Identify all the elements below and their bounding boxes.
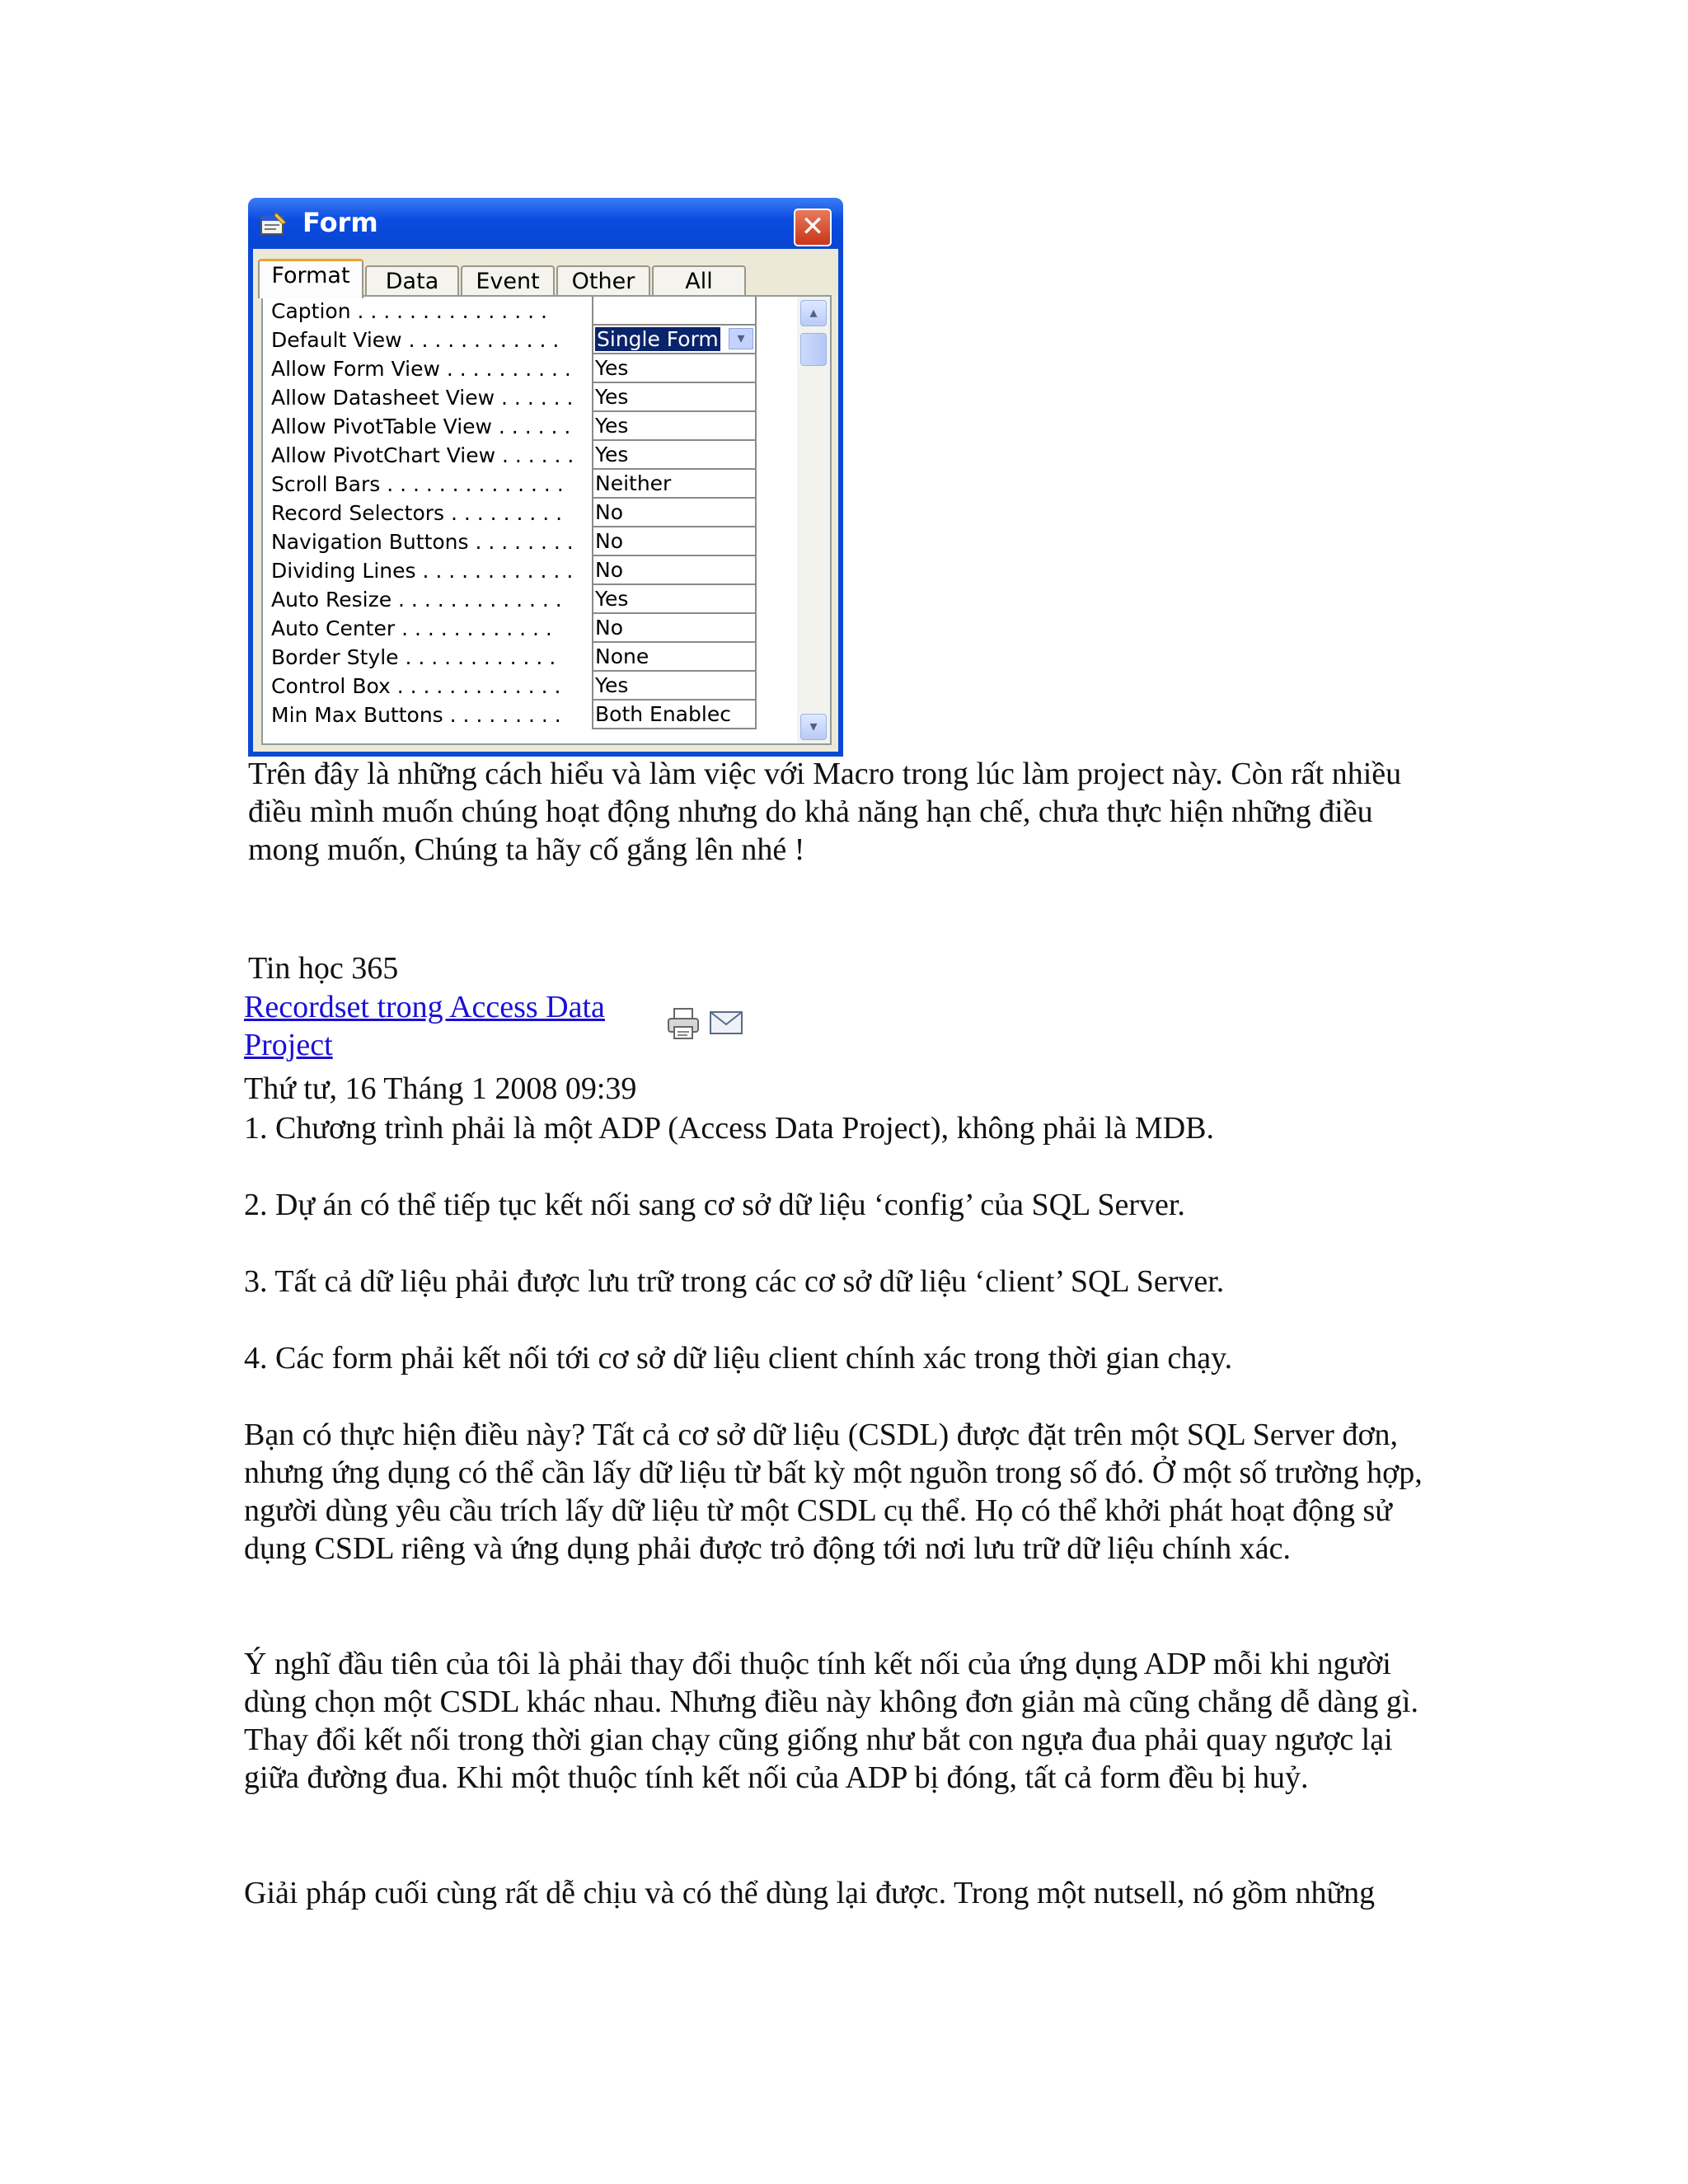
property-label: Caption . . . . . . . . . . . . . . .	[271, 299, 547, 323]
property-label: Record Selectors . . . . . . . . .	[271, 501, 563, 525]
property-row[interactable]	[263, 383, 757, 412]
property-label: Allow Form View . . . . . . . . . .	[271, 357, 571, 381]
property-row[interactable]	[263, 470, 757, 499]
body-paragraph: 4. Các form phải kết nối tới cơ sở dữ liệu client chính xác trong thời gian chạy.	[244, 1341, 1233, 1376]
property-value[interactable]	[592, 297, 757, 326]
property-label: Allow PivotTable View . . . . . .	[271, 415, 571, 438]
property-row[interactable]	[263, 556, 757, 585]
property-label: Navigation Buttons . . . . . . . .	[271, 530, 574, 554]
tab-event[interactable]: Event	[461, 265, 555, 297]
property-row[interactable]	[263, 701, 757, 729]
close-button[interactable]: ✕	[794, 209, 832, 246]
property-grid	[261, 295, 832, 745]
property-value[interactable]: No	[592, 499, 757, 527]
body-paragraph: Ý nghĩ đầu tiên của tôi là phải thay đổi thuộc tính kết nối của ứng dụng ADP mỗi khi người dùng chọn một CSDL khác nhau. Nhưng điều này không đơn giản mà cũng chẳng dễ dàng gì. Thay đổi kết nối trong thời gian chạy cũng giống như bắt con ngựa đua phải quay ngược lại giữa đường đua. Khi một thuộc tính kết nối của ADP bị đóng, tất cả form đều bị huỷ.	[244, 1647, 1418, 1795]
scroll-thumb[interactable]	[800, 333, 827, 366]
property-row[interactable]	[263, 326, 757, 354]
property-label: Scroll Bars . . . . . . . . . . . . . .	[271, 472, 564, 496]
property-value[interactable]: Yes	[592, 585, 757, 614]
tab-all[interactable]: All	[652, 265, 746, 297]
property-row[interactable]	[263, 441, 757, 470]
property-row[interactable]	[263, 499, 757, 527]
body-paragraph: 3. Tất cả dữ liệu phải được lưu trữ trong các cơ sở dữ liệu ‘client’ SQL Server.	[244, 1264, 1225, 1299]
property-value[interactable]: Neither	[592, 470, 757, 499]
property-row[interactable]	[263, 672, 757, 701]
closing-paragraph: Trên đây là những cách hiểu và làm việc với Macro trong lúc làm project này. Còn rất nhiều điều mình muốn chúng hoạt động nhưng do khả năng hạn chế, chưa thực hiện những điều mong muốn, Chúng ta hãy cố gắng lên nhé !	[248, 757, 1402, 867]
tab-other[interactable]: Other	[556, 265, 650, 297]
chevron-down-icon[interactable]: ▾	[729, 328, 753, 349]
property-row[interactable]	[263, 354, 757, 383]
property-value[interactable]: Yes	[592, 412, 757, 441]
body-paragraph: Bạn có thực hiện điều này? Tất cả cơ sở dữ liệu (CSDL) được đặt trên một SQL Server đơn, nhưng ứng dụng có thể cần lấy dữ liệu từ bất kỳ một nguồn trong số đó. Ở một số trường hợp, người dùng yêu cầu trích lấy dữ liệu từ một CSDL cụ thể. Họ có thể khởi phát hoạt động sử dụng CSDL riêng và ứng dụng phải được trỏ động tới nơi lưu trữ dữ liệu chính xác.	[244, 1418, 1423, 1566]
property-row[interactable]	[263, 297, 757, 326]
vertical-scrollbar[interactable]	[797, 297, 830, 743]
form-properties-icon	[260, 211, 288, 236]
article-date: Thứ tư, 16 Tháng 1 2008 09:39	[244, 1071, 637, 1106]
property-value[interactable]: Yes	[592, 354, 757, 383]
dialog-title-bar[interactable]	[248, 198, 843, 247]
print-icon[interactable]	[666, 1007, 702, 1042]
property-row[interactable]	[263, 585, 757, 614]
property-value[interactable]: None	[592, 643, 757, 672]
article-title-link[interactable]	[244, 988, 656, 1064]
property-value[interactable]: No	[592, 614, 757, 643]
email-icon[interactable]	[709, 1010, 743, 1035]
property-value[interactable]: No	[592, 556, 757, 585]
property-label: Border Style . . . . . . . . . . . .	[271, 645, 556, 669]
tab-format[interactable]: Format	[258, 259, 363, 298]
tab-strip	[258, 257, 769, 295]
body-paragraph: 2. Dự án có thể tiếp tục kết nối sang cơ sở dữ liệu ‘config’ của SQL Server.	[244, 1188, 1185, 1222]
default-view-select[interactable]	[592, 326, 757, 354]
property-label: Default View . . . . . . . . . . . .	[271, 328, 560, 352]
scroll-up-button[interactable]: ▴	[800, 300, 827, 326]
property-value[interactable]: Both Enablec	[592, 701, 757, 729]
property-label: Allow PivotChart View . . . . . .	[271, 443, 574, 467]
property-label: Min Max Buttons . . . . . . . . .	[271, 703, 561, 727]
property-value[interactable]: Yes	[592, 441, 757, 470]
property-label: Allow Datasheet View . . . . . .	[271, 386, 574, 410]
property-value[interactable]: Yes	[592, 672, 757, 701]
property-label: Dividing Lines . . . . . . . . . . . .	[271, 559, 574, 583]
article-title-line1[interactable]: Recordset trong Access Data	[244, 990, 605, 1024]
scroll-down-button[interactable]: ▾	[800, 714, 827, 740]
property-label: Control Box . . . . . . . . . . . . .	[271, 674, 561, 698]
property-row[interactable]	[263, 643, 757, 672]
form-property-sheet	[248, 198, 843, 757]
property-label: Auto Resize . . . . . . . . . . . . .	[271, 588, 562, 612]
dialog-body	[253, 249, 838, 752]
article-tools	[666, 1007, 748, 1040]
body-paragraph: 1. Chương trình phải là một ADP (Access Data Project), không phải là MDB.	[244, 1111, 1214, 1146]
property-value: Single Form	[597, 327, 719, 351]
property-label: Auto Center . . . . . . . . . . . .	[271, 616, 552, 640]
property-value[interactable]: Yes	[592, 383, 757, 412]
property-value[interactable]: No	[592, 527, 757, 556]
dialog-title: Form	[302, 207, 378, 238]
tab-data[interactable]: Data	[365, 265, 459, 297]
property-row[interactable]	[263, 412, 757, 441]
article-title-line2[interactable]: Project	[244, 1028, 333, 1062]
property-row[interactable]	[263, 614, 757, 643]
source-label: Tin học 365	[248, 951, 399, 986]
body-paragraph: Giải pháp cuối cùng rất dễ chịu và có thể dùng lại được. Trong một nutsell, nó gồm những	[244, 1876, 1376, 1910]
property-row[interactable]	[263, 527, 757, 556]
